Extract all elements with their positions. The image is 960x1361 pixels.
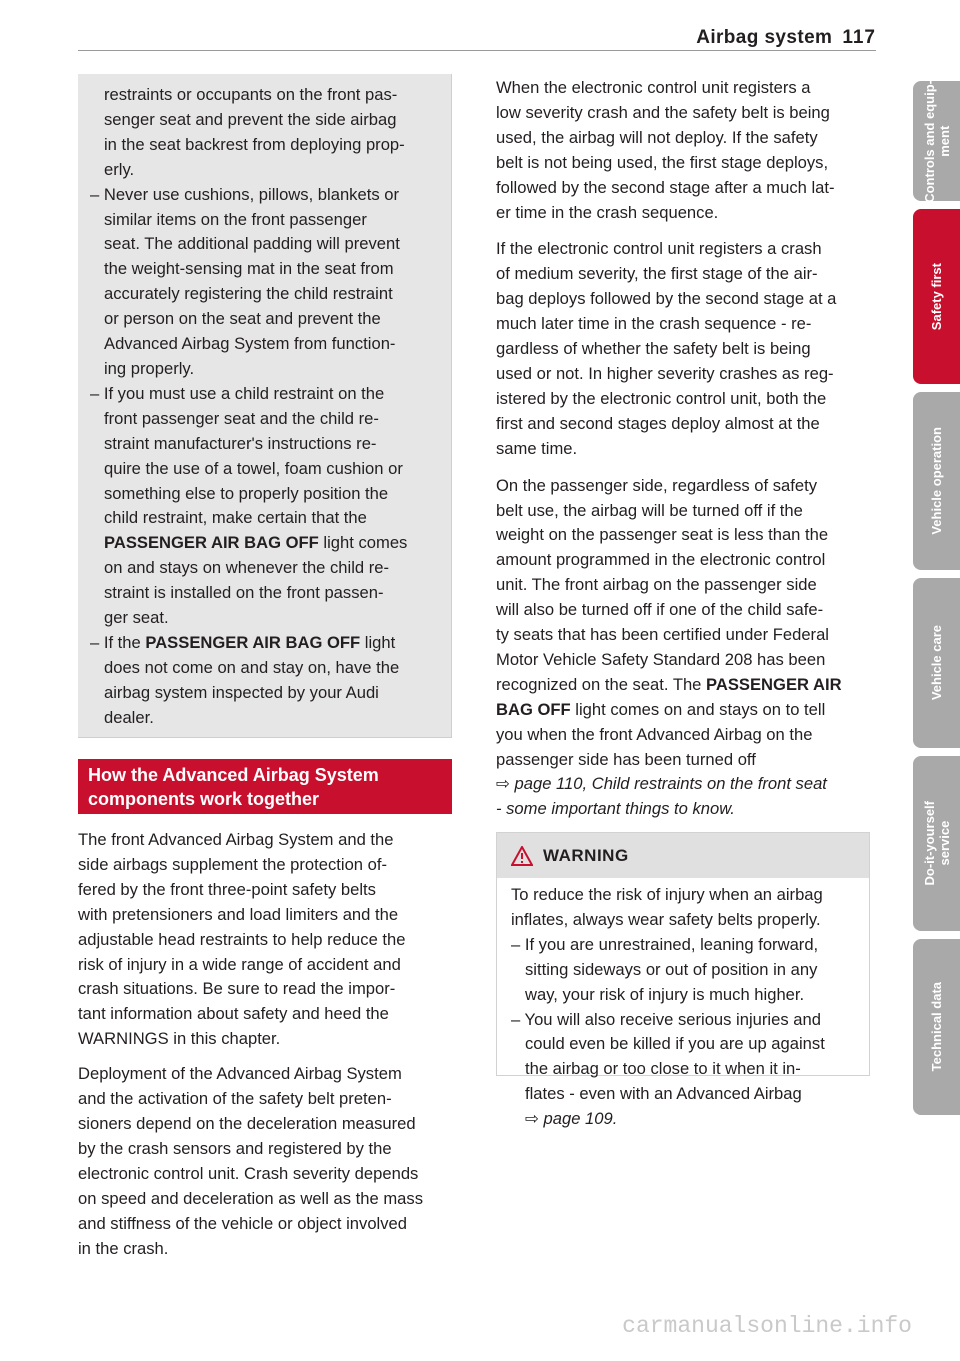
bullet-line: – Never use cushions, pillows, blankets or [90, 184, 399, 204]
text-fragment: light comes [318, 533, 408, 553]
page-header [696, 27, 876, 49]
section-title: Airbag system [696, 27, 833, 48]
text-line: in the crash. [78, 1238, 169, 1258]
text-line: amount programmed in the electronic control [496, 550, 826, 570]
text-line: restraints or occupants on the front pas- [104, 85, 398, 104]
text-line: could even be killed if you are up against [525, 1034, 825, 1054]
text-line: unit. The front airbag on the passenger side [496, 575, 817, 595]
text-line: similar items on the front passenger [104, 209, 367, 229]
text-line: first and second stages deploy almost at the [496, 413, 820, 433]
left-column-body [78, 828, 452, 1261]
text-line: er time in the crash sequence. [496, 202, 719, 222]
text-line: and stiffness of the vehicle or object involved [78, 1213, 407, 1233]
text-line: belt is not being used, the first stage deploys, [496, 152, 829, 172]
tab-safety-first[interactable] [913, 209, 960, 384]
text-line: To reduce the risk of injury when an airbag [511, 885, 823, 904]
text-line: dealer. [104, 707, 154, 727]
tab-label: Vehicle operation [929, 427, 944, 535]
text-line: fered by the front three-point safety belts [78, 879, 376, 899]
text-fragment: – If the [90, 632, 146, 652]
text-line: adjustable head restraints to help reduce the [78, 929, 406, 949]
text-line: on speed and deceleration as well as the mass [78, 1188, 423, 1208]
text-line: of medium severity, the first stage of the air- [496, 264, 818, 284]
page-reference-link[interactable]: ⇨ page 109. [525, 1109, 618, 1129]
tab-technical-data[interactable] [913, 939, 960, 1115]
text-line: the airbag or too close to it when it in- [525, 1059, 801, 1079]
text-line: used or not. In higher severity crashes as reg- [496, 363, 834, 383]
section-heading-line: components work together [88, 789, 320, 809]
bullet-line [90, 631, 439, 656]
text-line: electronic control unit. Crash severity depends [78, 1163, 419, 1183]
text-line: belt use, the airbag will be turned off if the [496, 500, 803, 520]
text-line: If the electronic control unit registers a crash [496, 239, 822, 259]
text-line: quire the use of a towel, foam cushion or [104, 458, 403, 478]
text-line: airbag system inspected by your Audi [104, 682, 379, 702]
text-line [496, 698, 874, 723]
text-line: or person on the seat and prevent the [104, 309, 381, 329]
text-line: The front Advanced Airbag System and the [78, 830, 394, 849]
paragraph [496, 76, 874, 225]
warning-header [497, 833, 869, 878]
text-line: ing properly. [104, 358, 195, 378]
indicator-name: PASSENGER AIR BAG OFF [145, 632, 361, 652]
text-line: crash situations. Be sure to read the impor- [78, 979, 396, 999]
text-line: something else to properly position the [104, 483, 389, 503]
text-line: istered by the electronic control unit, both the [496, 388, 827, 408]
tab-label: Do-it-yourself service [921, 801, 952, 886]
text-line: When the electronic control unit registers a [496, 78, 811, 97]
tab-label: Safety first [929, 262, 944, 331]
text-line: will also be turned off if one of the child safe- [496, 600, 824, 620]
text-line: front passenger seat and the child re- [104, 408, 379, 428]
paragraph [78, 828, 452, 1052]
text-line: the weight-sensing mat in the seat from [104, 259, 394, 279]
text-line: way, your risk of injury is much higher. [525, 984, 805, 1004]
warning-title: WARNING [543, 845, 629, 865]
text-line: ger seat. [104, 608, 169, 628]
text-line: and the activation of the safety belt preten- [78, 1089, 392, 1109]
tab-controls-and-equipment[interactable] [913, 81, 960, 201]
text-line: you when the front Advanced Airbag on the [496, 724, 813, 744]
warning-continuation-box [78, 74, 452, 738]
text-line: used, the airbag will not deploy. If the safety [496, 127, 818, 147]
text-line: on and stays on whenever the child re- [104, 558, 390, 578]
text-fragment: light comes on and stays on to tell [570, 699, 826, 719]
text-line: followed by the second stage after a much lat- [496, 177, 835, 197]
text-line: passenger side has been turned off [496, 749, 756, 769]
text-line: weight on the passenger seat is less than the [496, 525, 829, 545]
bullet-line: – If you are unrestrained, leaning forward, [511, 934, 819, 954]
text-fragment: recognized on the seat. The [496, 674, 707, 694]
text-line: sitting sideways or out of position in any [525, 959, 818, 979]
warning-box [496, 832, 870, 1129]
paragraph [496, 237, 874, 461]
text-line: child restraint, make certain that the [104, 508, 367, 528]
text-line: bag deploys followed by the second stage at a [496, 289, 837, 309]
page-number: 117 [842, 27, 876, 48]
text-line: tant information about safety and heed the [78, 1004, 389, 1024]
text-line: WARNINGS in this chapter. [78, 1029, 281, 1049]
tab-do-it-yourself-service[interactable] [913, 756, 960, 931]
header-divider [78, 50, 876, 51]
text-line: by the crash sensors and registered by the [78, 1138, 392, 1158]
tab-label: Technical data [929, 982, 944, 1072]
text-line: does not come on and stay on, have the [104, 657, 400, 677]
paragraph [78, 1062, 452, 1261]
section-heading-line: How the Advanced Airbag System [88, 765, 379, 785]
warning-triangle-icon [511, 846, 533, 866]
section-heading [78, 759, 452, 814]
text-line: much later time in the crash sequence - re- [496, 314, 812, 334]
text-line: side airbags supplement the protection of- [78, 854, 388, 874]
text-line: On the passenger side, regardless of safety [496, 475, 817, 495]
text-line: in the seat backrest from deploying prop- [104, 134, 405, 154]
tab-label: Vehicle care [929, 625, 944, 701]
text-line: gardless of whether the safety belt is being [496, 339, 811, 359]
paragraph [496, 474, 874, 823]
text-line: risk of injury in a wide range of accident and [78, 954, 401, 974]
bullet-line: – If you must use a child restraint on the [90, 383, 385, 403]
text-line: straint is installed on the front passen- [104, 583, 384, 603]
text-line: seat. The additional padding will prevent [104, 234, 400, 254]
tab-vehicle-care[interactable] [913, 578, 960, 748]
indicator-name: PASSENGER AIR BAG OFF [104, 533, 319, 553]
text-line: sioners depend on the deceleration measured [78, 1113, 416, 1133]
text-line: erly. [104, 159, 135, 179]
warning-body [497, 878, 869, 1132]
footer-watermark: carmanualsonline.info [622, 1313, 912, 1339]
text-line: same time. [496, 438, 578, 458]
right-column-body [496, 76, 874, 822]
text-line [90, 531, 439, 556]
indicator-name: PASSENGER AIR [706, 674, 842, 694]
text-line: Advanced Airbag System from function- [104, 334, 396, 354]
page-reference-link[interactable]: - some important things to know. [496, 799, 735, 819]
text-line: accurately registering the child restraint [104, 284, 393, 304]
text-line: straint manufacturer's instructions re- [104, 433, 377, 453]
text-line: ty seats that has been certified under Federal [496, 625, 829, 645]
bullet-line: – You will also receive serious injuries and [511, 1009, 821, 1029]
text-line [496, 673, 874, 698]
tab-label: Controls and equip- ment [921, 79, 952, 203]
text-line: inflates, always wear safety belts properly. [511, 909, 821, 929]
page-reference-link[interactable]: ⇨ page 110, Child restraints on the front seat [496, 774, 827, 794]
text-fragment: light [360, 632, 396, 652]
text-line: Motor Vehicle Safety Standard 208 has been [496, 649, 826, 669]
text-line: Deployment of the Advanced Airbag System [78, 1064, 402, 1084]
text-line: senger seat and prevent the side airbag [104, 109, 397, 129]
text-line: flates - even with an Advanced Airbag [525, 1084, 802, 1104]
indicator-name: BAG OFF [496, 699, 571, 719]
tab-vehicle-operation[interactable] [913, 392, 960, 570]
text-line: with pretensioners and load limiters and the [78, 904, 399, 924]
text-line: low severity crash and the safety belt is being [496, 102, 830, 122]
